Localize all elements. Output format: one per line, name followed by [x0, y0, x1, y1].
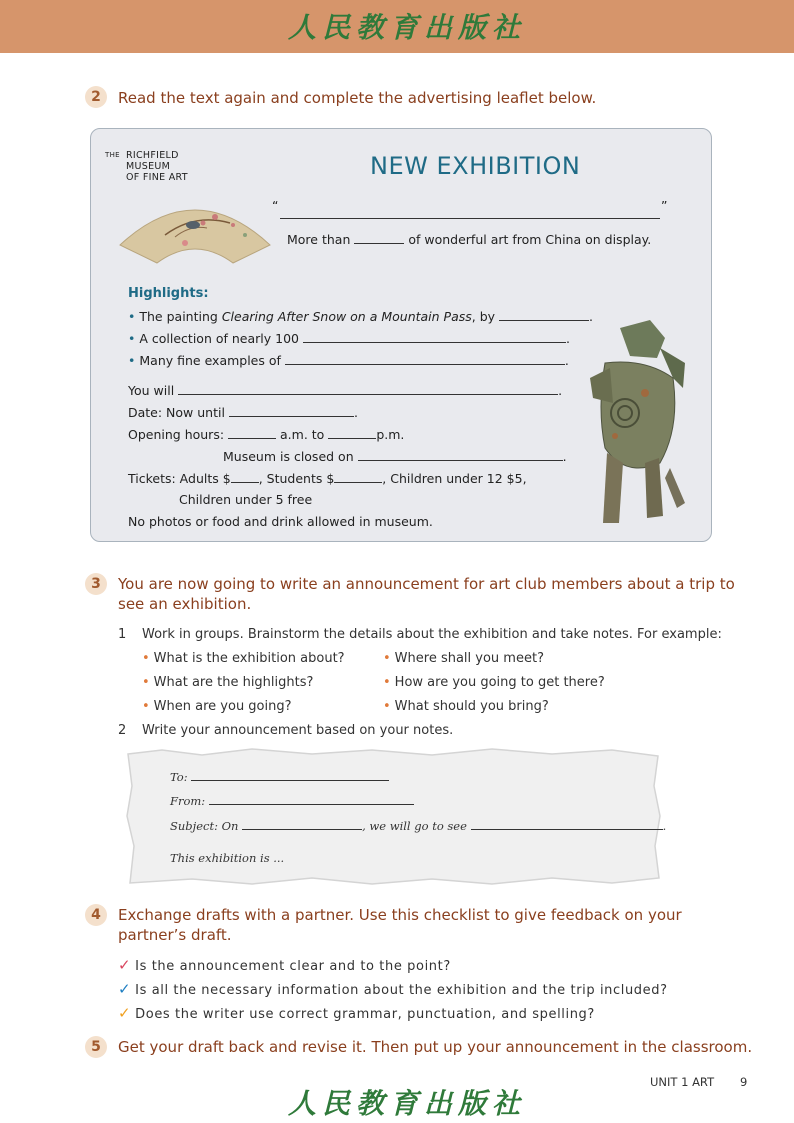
publisher-logo-top: 人民教育出版社	[288, 11, 527, 44]
section-4-number: 4	[85, 904, 107, 926]
section-3-instruction-line2: see an exhibition.	[118, 595, 252, 613]
tickets-line: Tickets: Adults $ , Students $ , Children under 12 $5,	[128, 471, 527, 486]
no-photos-line: No photos or food and drink allowed in museum.	[128, 514, 433, 529]
opening-hours-line: Opening hours: a.m. to p.m.	[128, 427, 405, 442]
draft-subject-line: Subject: On , we will go to see .	[170, 819, 667, 833]
highlight-collection: • A collection of nearly 100 .	[128, 331, 570, 346]
question-left-1: • What is the exhibition about?	[142, 651, 345, 666]
question-left-3: • When are you going?	[142, 699, 292, 714]
section-2-number: 2	[85, 86, 107, 108]
children-free-line: Children under 5 free	[179, 492, 313, 507]
task-1-number: 1	[118, 627, 127, 642]
draft-from-blank[interactable]	[209, 792, 414, 805]
footer-unit-label: UNIT 1 ART	[650, 1075, 715, 1089]
section-2-instruction: Read the text again and complete the advertising leaflet below.	[118, 89, 597, 107]
question-right-3: • What should you bring?	[383, 699, 549, 714]
date-line: Date: Now until .	[128, 405, 358, 420]
check-icon-orange: ✓	[118, 1004, 132, 1022]
more-than-line: More than of wonderful art from China on display.	[287, 232, 652, 247]
you-will-line: You will .	[128, 383, 563, 398]
section-5-instruction: Get your draft back and revise it. Then put up your announcement in the classroom.	[118, 1038, 753, 1056]
draft-date-blank[interactable]	[242, 817, 362, 830]
question-right-1: • Where shall you meet?	[383, 651, 544, 666]
section-5-number: 5	[85, 1036, 107, 1058]
close-quote: ”	[661, 198, 668, 213]
draft-body: This exhibition is ...	[170, 851, 285, 865]
closed-day-blank[interactable]	[358, 448, 563, 461]
checklist-item-1: ✓ Is the announcement clear and to the point?	[118, 956, 451, 974]
painter-blank[interactable]	[499, 308, 589, 321]
exhibition-title: NEW EXHIBITION	[370, 152, 581, 180]
draft-to-line: To:	[170, 768, 389, 784]
page-number: 9	[740, 1075, 748, 1089]
amount-blank[interactable]	[354, 231, 404, 244]
task-2-text: Write your announcement based on your notes.	[142, 723, 454, 738]
museum-closed-line: Museum is closed on .	[223, 449, 567, 464]
question-right-2: • How are you going to get there?	[383, 675, 605, 690]
question-left-2: • What are the highlights?	[142, 675, 314, 690]
bronze-vessel-image	[585, 318, 695, 530]
examples-blank[interactable]	[285, 352, 565, 365]
check-icon-pink: ✓	[118, 956, 132, 974]
you-will-blank[interactable]	[178, 382, 558, 395]
draft-exhibition-blank[interactable]	[471, 817, 663, 830]
draft-from-line: From:	[170, 792, 414, 808]
publisher-logo-bottom: 人民教育出版社	[288, 1087, 527, 1120]
collection-blank[interactable]	[303, 330, 566, 343]
fan-painting-image	[115, 195, 275, 267]
draft-to-blank[interactable]	[191, 768, 389, 781]
checklist-item-2: ✓ Is all the necessary information about the exhibition and the trip included?	[118, 980, 668, 998]
checklist-item-3: ✓ Does the writer use correct grammar, punctuation, and spelling?	[118, 1004, 595, 1022]
slogan-blank[interactable]	[280, 218, 660, 219]
highlight-painting: • The painting Clearing After Snow on a Mountain Pass, by .	[128, 309, 594, 324]
student-price-blank[interactable]	[334, 470, 382, 483]
museum-logo: THE RICHFIELD MUSEUM OF FINE ART	[105, 150, 188, 183]
adult-price-blank[interactable]	[231, 470, 259, 483]
section-4-instruction-line2: partner’s draft.	[118, 926, 232, 944]
date-blank[interactable]	[229, 404, 354, 417]
section-4-instruction-line1: Exchange drafts with a partner. Use this checklist to give feedback on your	[118, 906, 682, 924]
check-icon-blue: ✓	[118, 980, 132, 998]
highlights-label: Highlights:	[128, 286, 209, 301]
task-2-number: 2	[118, 723, 127, 738]
highlight-examples: • Many fine examples of .	[128, 353, 569, 368]
section-3-number: 3	[85, 573, 107, 595]
close-time-blank[interactable]	[328, 426, 376, 439]
open-time-blank[interactable]	[228, 426, 276, 439]
open-quote: “	[272, 198, 279, 213]
task-1-text: Work in groups. Brainstorm the details about the exhibition and take notes. For example:	[142, 627, 722, 642]
section-3-instruction-line1: You are now going to write an announcement for art club members about a trip to	[118, 575, 735, 593]
